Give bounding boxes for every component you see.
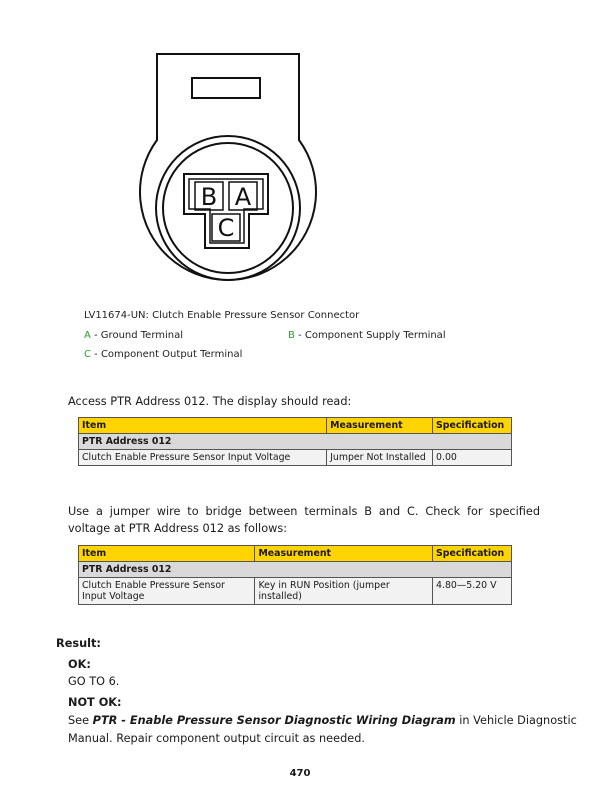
- notok-prefix: See: [68, 714, 93, 727]
- spec-table-2: [78, 545, 512, 605]
- notok-text: [68, 714, 577, 727]
- step1-instruction: Access PTR Address 012. The display should read:: [68, 395, 352, 408]
- figure-caption: LV11674-UN: Clutch Enable Pressure Sensor Connector: [84, 310, 360, 321]
- notok-suffix: in Vehicle Diagnostic: [455, 714, 577, 727]
- table-section-row: [79, 434, 512, 450]
- header-specification: Specification: [433, 546, 512, 562]
- page-number: 470: [289, 768, 311, 779]
- latch-slot: [192, 78, 260, 98]
- table-row: [79, 450, 512, 466]
- terminal-b-label: B: [200, 183, 218, 211]
- header-specification: Specification: [433, 418, 512, 434]
- table-section-row: [79, 562, 512, 578]
- cell-measurement: Key in RUN Position (jumper installed): [255, 578, 433, 605]
- legend-code: B: [288, 330, 295, 341]
- section-label: PTR Address 012: [79, 434, 512, 450]
- cell-measurement: Jumper Not Installed: [327, 450, 433, 466]
- ok-label: OK:: [68, 658, 91, 671]
- legend-item-a: [84, 330, 183, 341]
- wiring-diagram-link[interactable]: PTR - Enable Pressure Sensor Diagnostic Wiring Diagram: [92, 714, 456, 727]
- header-measurement: Measurement: [327, 418, 433, 434]
- result-heading: Result:: [56, 637, 101, 650]
- legend-text: - Component Output Terminal: [90, 349, 243, 360]
- connector-ring-outer: [156, 136, 300, 280]
- ok-text: GO TO 6.: [68, 675, 120, 688]
- legend-text: - Ground Terminal: [90, 330, 184, 341]
- table-header-row: [79, 418, 512, 434]
- legend-code: C: [84, 349, 91, 360]
- cell-item: Clutch Enable Pressure Sensor Input Voltage: [79, 450, 327, 466]
- header-measurement: Measurement: [255, 546, 433, 562]
- connector-diagram: [128, 48, 328, 288]
- terminal-a-label: A: [234, 183, 252, 211]
- legend-code: A: [84, 330, 91, 341]
- section-label: PTR Address 012: [79, 562, 512, 578]
- step2-instruction-line2: voltage at PTR Address 012 as follows:: [68, 522, 288, 535]
- cell-item: Clutch Enable Pressure Sensor Input Voltage: [79, 578, 255, 605]
- table-row: [79, 578, 512, 605]
- header-item: Item: [79, 418, 327, 434]
- terminal-c-label: C: [217, 214, 235, 242]
- step2-instruction: Use a jumper wire to bridge between terminals B and C. Check for specified: [68, 505, 540, 518]
- spec-table-1: [78, 417, 512, 466]
- legend-item-b: [288, 330, 446, 341]
- cell-specification: 0.00: [433, 450, 512, 466]
- legend-item-c: [84, 349, 242, 360]
- cell-specification: 4.80—5.20 V: [433, 578, 512, 605]
- notok-text-line2: Manual. Repair component output circuit as needed.: [68, 732, 365, 745]
- legend-text: - Component Supply Terminal: [294, 330, 446, 341]
- notok-label: NOT OK:: [68, 696, 122, 709]
- table-header-row: [79, 546, 512, 562]
- header-item: Item: [79, 546, 255, 562]
